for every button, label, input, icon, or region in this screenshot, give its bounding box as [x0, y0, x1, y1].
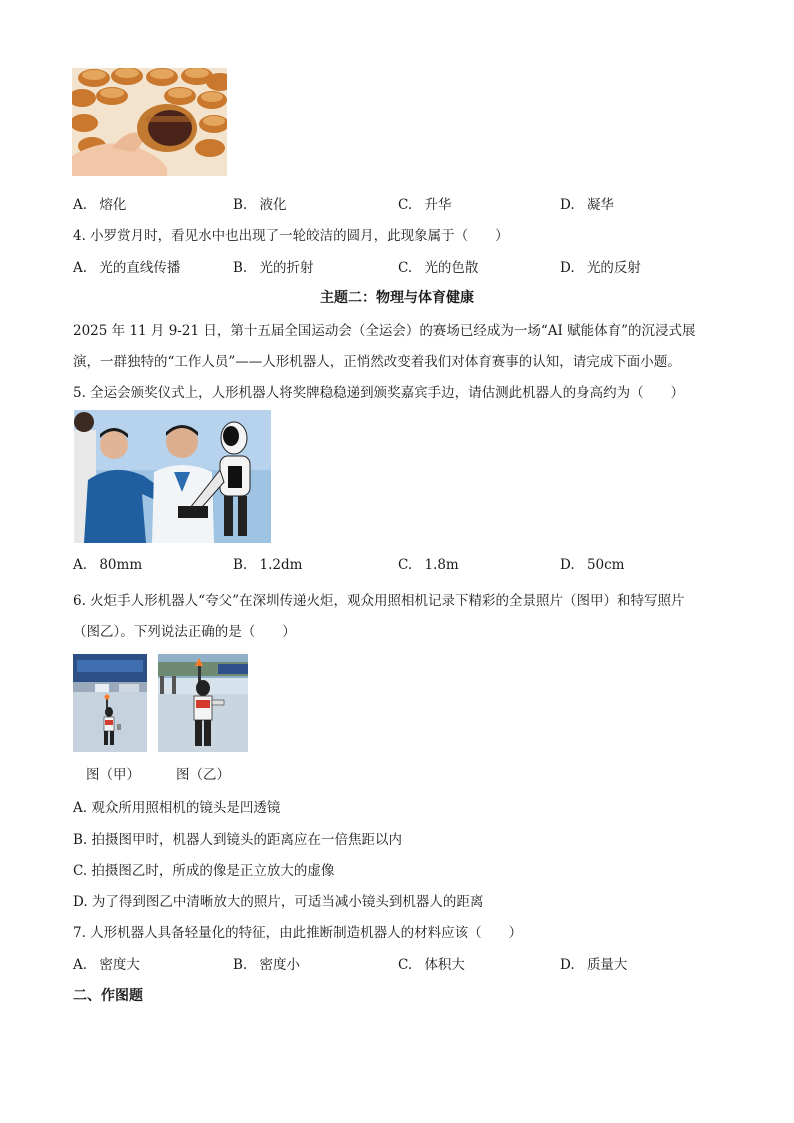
option-letter: D.	[560, 197, 575, 213]
q6-option-b[interactable]: B. 拍摄图甲时，机器人到镜头的距离应在一倍焦距以内	[73, 832, 403, 848]
option-text: 1.2dm	[259, 557, 303, 573]
option-letter: A.	[73, 557, 88, 573]
q6-option-a[interactable]: A. 观众所用照相机的镜头是凹透镜	[73, 800, 281, 816]
award-ceremony-photo	[74, 410, 271, 543]
q6-option-c[interactable]: C. 拍摄图乙时，所成的像是正立放大的虚像	[73, 863, 335, 879]
q5-option-d[interactable]	[560, 557, 624, 573]
option-text: 熔化	[99, 197, 127, 213]
q6-stem-line-2: （图乙）。下列说法正确的是（ ）	[73, 624, 296, 640]
q6-option-d[interactable]: D. 为了得到图乙中清晰放大的照片，可适当减小镜头到机器人的距离	[73, 894, 484, 910]
intro-line-1: 2025 年 11 月 9-21 日，第十五届全国运动会（全运会）的赛场已经成为一场“AI 赋能体育”的沉浸式展	[73, 323, 696, 339]
option-text: 凝华	[586, 197, 614, 213]
q5-stem: 5. 全运会颁奖仪式上，人形机器人将奖牌稳稳递到颁奖嘉宾手边，请估测此机器人的身高约为（ ）	[73, 385, 685, 401]
option-letter: D.	[560, 957, 575, 973]
option-text: 体积大	[424, 957, 465, 973]
q5-option-b[interactable]	[233, 557, 302, 573]
q7-option-b[interactable]	[233, 953, 300, 973]
q7-option-d[interactable]	[560, 953, 627, 973]
option-letter: C.	[398, 197, 413, 213]
q4-option-b[interactable]	[233, 256, 314, 276]
option-letter: A.	[73, 260, 88, 276]
option-letter: D.	[560, 557, 575, 573]
option-text: 密度小	[259, 957, 301, 973]
q3-option-d[interactable]	[560, 193, 614, 213]
intro-line-2: 演，一群独特的“工作人员”——人形机器人，正悄然改变着我们对体育赛事的认知，请完成下面小题。	[73, 354, 681, 370]
option-letter: C.	[398, 260, 413, 276]
option-text: 光的色散	[424, 260, 479, 276]
q4-option-c[interactable]	[398, 256, 478, 276]
option-text: 升华	[424, 197, 452, 213]
option-letter: A.	[73, 197, 88, 213]
option-letter: B.	[233, 197, 248, 213]
option-text: 80mm	[99, 557, 143, 573]
q5-option-c[interactable]	[398, 557, 459, 573]
q3-option-b[interactable]	[233, 193, 287, 213]
q3-option-c[interactable]	[398, 193, 451, 213]
q7-stem: 7. 人形机器人具备轻量化的特征，由此推断制造机器人的材料应该（ ）	[73, 925, 523, 941]
option-letter: C.	[398, 557, 413, 573]
option-text: 光的反射	[586, 260, 641, 276]
option-text: 质量大	[586, 957, 628, 973]
section-title: 二、作图题	[73, 988, 143, 1004]
figure-caption-b: 图（乙）	[176, 767, 230, 783]
mooncake-photo	[72, 68, 227, 176]
option-letter: D.	[560, 260, 575, 276]
figure-caption-a: 图（甲）	[86, 767, 140, 783]
option-text: 1.8m	[424, 557, 459, 573]
q5-option-a[interactable]	[73, 557, 142, 573]
option-text: 液化	[259, 197, 287, 213]
q7-option-c[interactable]	[398, 953, 465, 973]
option-letter: B.	[233, 260, 248, 276]
theme-title: 主题二：物理与体育健康	[320, 290, 474, 306]
option-letter: B.	[233, 557, 248, 573]
q7-option-a[interactable]	[73, 953, 140, 973]
option-text: 光的折射	[259, 260, 314, 276]
q6-stem-line-1: 6. 火炬手人形机器人“夸父”在深圳传递火炬，观众用照相机记录下精彩的全景照片（图甲）和特写照片	[73, 593, 685, 609]
q3-option-a[interactable]	[73, 193, 126, 213]
option-letter: C.	[398, 957, 413, 973]
q4-stem: 4. 小罗赏月时，看见水中也出现了一轮皎洁的圆月，此现象属于（ ）	[73, 228, 509, 244]
torch-photo-panorama	[73, 654, 147, 752]
option-text: 50cm	[586, 557, 625, 573]
option-letter: B.	[233, 957, 248, 973]
option-letter: A.	[73, 957, 88, 973]
option-text: 密度大	[99, 957, 140, 973]
q4-option-d[interactable]	[560, 256, 641, 276]
option-text: 光的直线传播	[99, 260, 181, 276]
q4-option-a[interactable]	[73, 256, 180, 276]
torch-photo-closeup	[158, 654, 248, 752]
